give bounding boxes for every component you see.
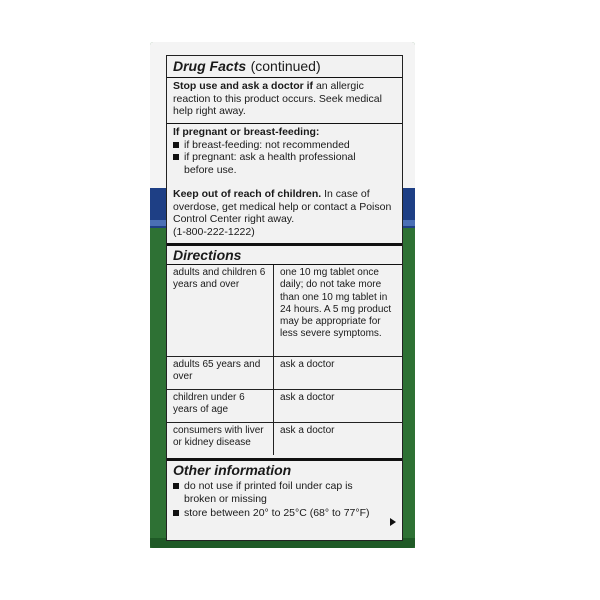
table-cell-what: ask a doctor: [274, 356, 403, 389]
pregnancy-heading: If pregnant or breast-feeding:: [173, 126, 320, 138]
table-cell-who: adults 65 years and over: [167, 356, 274, 389]
table-row: [167, 389, 402, 422]
divider: [167, 123, 402, 124]
table-cell-who: adults and children 6 years and over: [167, 265, 274, 356]
table-cell-who: consumers with liver or kidney disease: [167, 422, 274, 455]
list-item: [173, 480, 386, 505]
drug-facts-continued: (continued): [250, 58, 321, 74]
keep-out-text: In case of overdose, get medical help or contact a Poison Control Center right away.: [173, 188, 392, 226]
drug-facts-title: Drug Facts: [173, 58, 247, 74]
table-cell-who: children under 6 years of age: [167, 389, 274, 422]
table-cell-what: ask a doctor: [280, 424, 335, 436]
other-info-header: [173, 462, 396, 480]
list-item: [173, 139, 396, 152]
directions-header: [173, 247, 396, 265]
pregnancy-item: if breast-feeding: not recommended: [184, 138, 350, 151]
pregnancy-section: [173, 126, 396, 176]
divider: [167, 77, 402, 78]
directions-table: [167, 265, 402, 455]
stop-use-text: an allergic reaction to this product occurs. Seek medical help right away.: [173, 80, 382, 118]
keep-out-heading: Keep out of reach of children.: [173, 188, 322, 200]
pregnancy-item-continued: before use.: [184, 163, 237, 176]
other-info-heading: Other information: [173, 462, 292, 478]
other-info-item: store between 20° to 25°C (68° to 77°F): [184, 507, 370, 520]
poison-control-phone: (1-800-222-1222): [173, 225, 255, 238]
divider-thick: [167, 458, 402, 461]
table-row: [167, 422, 402, 455]
table-row: [167, 356, 402, 389]
directions-heading: Directions: [173, 247, 242, 263]
drug-facts-panel: [166, 55, 403, 541]
drug-facts-header: [173, 58, 396, 76]
list-item: [173, 151, 396, 164]
table-cell-what: ask a doctor: [274, 389, 403, 422]
square-bullet-icon: [173, 510, 179, 516]
square-bullet-icon: [173, 142, 179, 148]
pregnancy-item: if pregnant: ask a health professional: [184, 151, 356, 164]
other-info-item: do not use if printed foil under cap is broken or missing: [184, 480, 353, 505]
list-item: [173, 507, 386, 520]
square-bullet-icon: [173, 154, 179, 160]
table-row: [167, 265, 402, 356]
square-bullet-icon: [173, 483, 179, 489]
stop-use-section: [173, 80, 396, 118]
other-info-section: [173, 480, 386, 520]
continue-arrow-icon: [390, 518, 396, 526]
keep-out-section: [173, 188, 396, 238]
stop-use-heading: Stop use and ask a doctor if: [173, 80, 314, 92]
divider-thick: [167, 243, 402, 246]
table-cell-what: one 10 mg tablet once daily; do not take more than one 10 mg tablet in 24 hours. A 5 mg product may be appropriate for less severe symptoms.: [274, 265, 403, 356]
